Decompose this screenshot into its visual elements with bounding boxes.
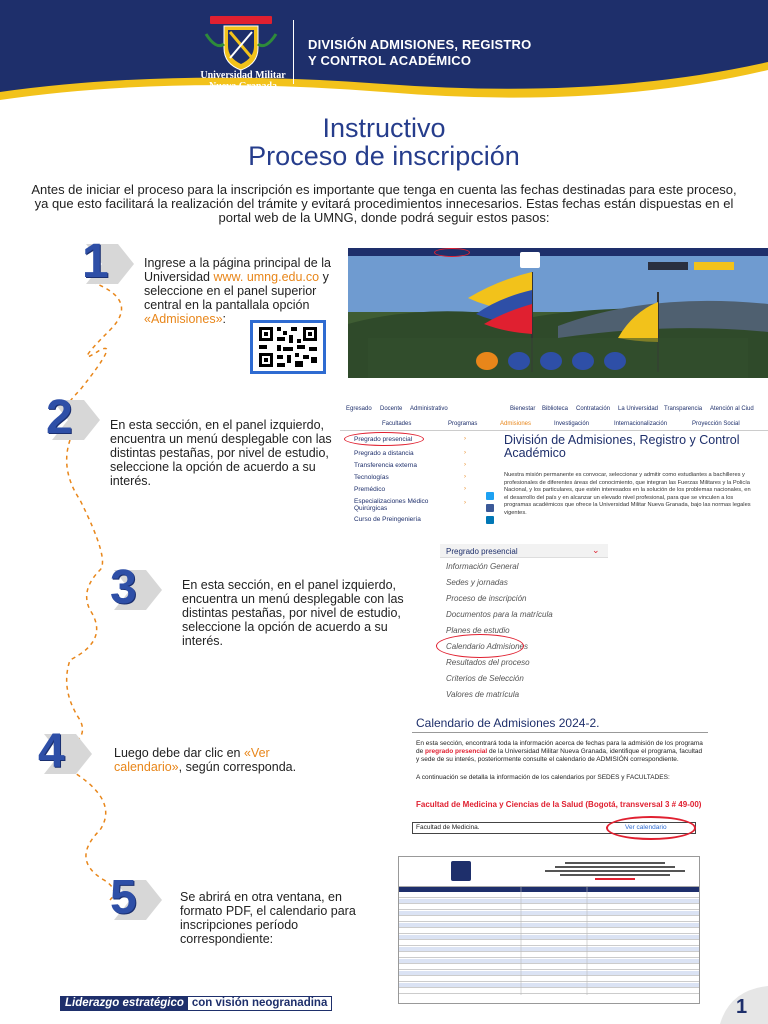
footer-slogan bbox=[60, 996, 332, 1011]
admisiones-highlight-circle bbox=[434, 248, 470, 257]
university-name-line1: Universidad Militar bbox=[200, 70, 286, 81]
homepage-button-1[interactable] bbox=[648, 262, 688, 270]
toplink-atencion[interactable]: Atención al Ciud bbox=[710, 406, 754, 412]
quick-link-icon-4[interactable] bbox=[572, 352, 594, 370]
footer-slogan-part2: con visión neogranadina bbox=[188, 997, 331, 1010]
nav-proyeccion-social[interactable]: Proyección Social bbox=[692, 421, 740, 427]
step4-highlight: «Ver calendario» bbox=[114, 746, 270, 774]
toplink-docente[interactable]: Docente bbox=[380, 406, 403, 412]
ver-calendario-highlight-circle bbox=[606, 816, 696, 840]
side-arrow-2-icon: › bbox=[464, 450, 466, 456]
menu-item-criterios[interactable]: Criterios de Selección bbox=[446, 674, 524, 683]
step5-text: Se abrirá en otra ventana, en formato PDF, el calendario para inscripciones período correspondiente: bbox=[180, 890, 356, 946]
step4-text-b: , según corresponda. bbox=[178, 760, 297, 774]
side-transferencia[interactable]: Transferencia externa bbox=[354, 462, 417, 469]
facebook-icon[interactable] bbox=[486, 504, 494, 512]
nav-facultades[interactable]: Facultades bbox=[382, 421, 412, 427]
calendar-p1-b: de la Universidad Militar Nueva Granada, identifique el programa, facultad y sede de su interés, posteriormente consulte el calendario de ADMISIÓN correspondiente. bbox=[416, 747, 703, 763]
step1-text bbox=[144, 256, 336, 326]
homepage-button-2[interactable] bbox=[694, 262, 734, 270]
quick-link-icon-5[interactable] bbox=[604, 352, 626, 370]
pdf-logo bbox=[451, 861, 471, 881]
calendar-pdf-screenshot bbox=[398, 856, 700, 1004]
step1-text-a: Ingrese a la página principal de la Universidad bbox=[144, 256, 331, 284]
menu-item-resultados[interactable]: Resultados del proceso bbox=[446, 658, 530, 667]
admissions-heading: División de Admisiones, Registro y Control Académico bbox=[504, 433, 740, 460]
quick-link-icon-3[interactable] bbox=[540, 352, 562, 370]
university-name-line2: Nueva Granada bbox=[208, 81, 278, 92]
nav-investigacion[interactable]: Investigación bbox=[554, 421, 590, 427]
step2-text: En esta sección, en el panel izquierdo, encuentra un menú desplegable con las distintas pestañas, por nivel de estudio, seleccione la opción de acuerdo a su interés. bbox=[110, 418, 332, 488]
step5-number: 5 bbox=[110, 871, 137, 924]
footer-slogan-part1: Liderazgo estratégico bbox=[61, 997, 188, 1010]
side-arrow-1-icon: › bbox=[464, 436, 466, 442]
linkedin-icon[interactable] bbox=[486, 516, 494, 524]
nav-internacionalizacion[interactable]: Internacionalización bbox=[614, 421, 668, 427]
nav-admisiones[interactable]: Admisiones bbox=[500, 421, 532, 427]
side-preingenieria[interactable]: Curso de Preingeniería bbox=[354, 516, 421, 523]
step4-number: 4 bbox=[38, 725, 65, 778]
menu-selected-row[interactable] bbox=[440, 544, 608, 558]
step1-text-b: y seleccione en el panel superior central en la pantallala opción bbox=[144, 270, 329, 312]
calendar-rule bbox=[412, 732, 708, 733]
menu-selected-label: Pregrado presencial bbox=[446, 547, 518, 556]
toplink-contratacion[interactable]: Contratación bbox=[576, 406, 611, 412]
admissions-mission-text: Nuestra misión permanente es convocar, seleccionar y admitir como estudiantes a bachilleres y profesionales de diferentes áreas del conocimiento, que integran las Fuerzas Militares y la Policía Nacional, y los particulares, que estén interesados en la solución de los problemas nacionales, en el desarrollo del país y en alcanzar un elevado nivel profesional, para que se vinculen a los programas académicos que ofrece la Universidad Militar Nueva Granada, bajo las normas legales vigentes. bbox=[504, 472, 751, 516]
step1-number: 1 bbox=[82, 235, 109, 288]
side-arrow-3-icon: › bbox=[464, 462, 466, 468]
umng-homepage-screenshot bbox=[348, 242, 768, 378]
toplink-biblioteca[interactable]: Biblioteca bbox=[542, 406, 569, 412]
step3-text: En esta sección, en el panel izquierdo, encuentra un menú desplegable con las distintas pestañas, por nivel de estudio, seleccione la opción de acuerdo a su interés. bbox=[182, 578, 404, 648]
step2-number: 2 bbox=[46, 391, 73, 444]
pdf-column-lines bbox=[399, 887, 700, 995]
menu-item-proceso[interactable]: Proceso de inscripción bbox=[446, 594, 527, 603]
step3-number: 3 bbox=[110, 561, 137, 614]
nav-divider bbox=[340, 430, 768, 431]
calendar-title: Calendario de Admisiones 2024-2. bbox=[416, 716, 600, 730]
umng-link[interactable]: www. umng.edu.co bbox=[213, 270, 320, 284]
qr-code[interactable] bbox=[250, 320, 326, 374]
step1-text-c: : bbox=[222, 312, 226, 326]
division-title-line1: DIVISIÓN ADMISIONES, REGISTRO bbox=[308, 37, 532, 52]
menu-item-calendario[interactable]: Calendario Admisiones bbox=[446, 642, 528, 651]
side-arrow-6-icon: › bbox=[464, 500, 466, 506]
twitter-icon[interactable] bbox=[486, 492, 494, 500]
calendar-faculty: Facultad de Medicina y Ciencias de la Salud (Bogotá, transversal 3 # 49-00) bbox=[416, 800, 702, 809]
pregrado-highlight-circle bbox=[344, 432, 424, 446]
side-pregrado-presencial[interactable]: Pregrado presencial bbox=[354, 436, 413, 443]
qr-code-icon bbox=[253, 323, 323, 371]
menu-item-valores[interactable]: Valores de matrícula bbox=[446, 690, 520, 699]
calendar-paragraph-1 bbox=[416, 740, 706, 763]
admissions-page-screenshot bbox=[340, 402, 768, 532]
calendar-paragraph-2: A continuación se detalla la información de los calendarios por SEDES y FACULTADES: bbox=[416, 774, 670, 781]
ver-calendario-link[interactable]: Ver calendario bbox=[625, 824, 667, 831]
side-tecnologias[interactable]: Tecnologías bbox=[354, 474, 389, 481]
calendar-row-label: Facultad de Medicina. bbox=[416, 824, 480, 831]
footer-corner-shape bbox=[700, 986, 768, 1024]
menu-item-informacion[interactable]: Información General bbox=[446, 562, 519, 571]
side-arrow-4-icon: › bbox=[464, 474, 466, 480]
side-pregrado-distancia[interactable]: Pregrado a distancia bbox=[354, 450, 414, 457]
menu-item-sedes[interactable]: Sedes y jornadas bbox=[446, 578, 508, 587]
menu-item-documentos[interactable]: Documentos para la matrícula bbox=[446, 610, 553, 619]
toplink-transparencia[interactable]: Transparencia bbox=[664, 406, 703, 412]
chevron-down-icon: ⌄ bbox=[592, 545, 600, 555]
side-especializaciones[interactable]: Especializaciones Médico Quirúrgicas bbox=[354, 498, 429, 512]
toplink-universidad[interactable]: La Universidad bbox=[618, 406, 659, 412]
toplink-administrativo[interactable]: Administrativo bbox=[410, 406, 448, 412]
step4-text-a: Luego debe dar clic en bbox=[114, 746, 244, 760]
division-title-line2: Y CONTROL ACADÉMICO bbox=[308, 53, 472, 68]
calendar-p1-link[interactable]: pregrado presencial bbox=[425, 747, 488, 755]
quick-link-icon-1[interactable] bbox=[476, 352, 498, 370]
step1-highlight: «Admisiones» bbox=[144, 312, 223, 326]
homepage-navbar bbox=[348, 248, 768, 256]
menu-item-planes[interactable]: Planes de estudio bbox=[446, 626, 510, 635]
page-title-line1: Instructivo bbox=[322, 113, 446, 143]
page-number: 1 bbox=[736, 996, 748, 1018]
quick-link-icon-2[interactable] bbox=[508, 352, 530, 370]
step4-text bbox=[114, 746, 334, 774]
side-premedico[interactable]: Premédico bbox=[354, 486, 386, 493]
toplink-bienestar[interactable]: Bienestar bbox=[510, 406, 536, 412]
nav-programas[interactable]: Programas bbox=[448, 421, 478, 427]
calendar-p1-a: En esta sección, encontrará toda la información acerca de fechas para la admisión de los programa de bbox=[416, 740, 703, 755]
calendario-highlight-circle bbox=[436, 634, 524, 658]
side-arrow-5-icon: › bbox=[464, 486, 466, 492]
program-menu-screenshot bbox=[440, 544, 608, 706]
page-title-line2: Proceso de inscripción bbox=[248, 141, 520, 171]
toplink-egresado[interactable]: Egresado bbox=[346, 406, 372, 412]
pdf-header-text-lines bbox=[535, 861, 695, 883]
intro-paragraph: Antes de iniciar el proceso para la inscripción es importante que tenga en cuenta las fechas destinadas para este proceso, ya que esto facilitará la realización del trámite y evitará procedimientos innecesarios. Estas fechas están dispuestas en el portal web de la UMNG, donde podrá seguir estos pasos: bbox=[31, 182, 737, 225]
pdf-header bbox=[399, 857, 700, 887]
homepage-logo bbox=[520, 252, 540, 268]
